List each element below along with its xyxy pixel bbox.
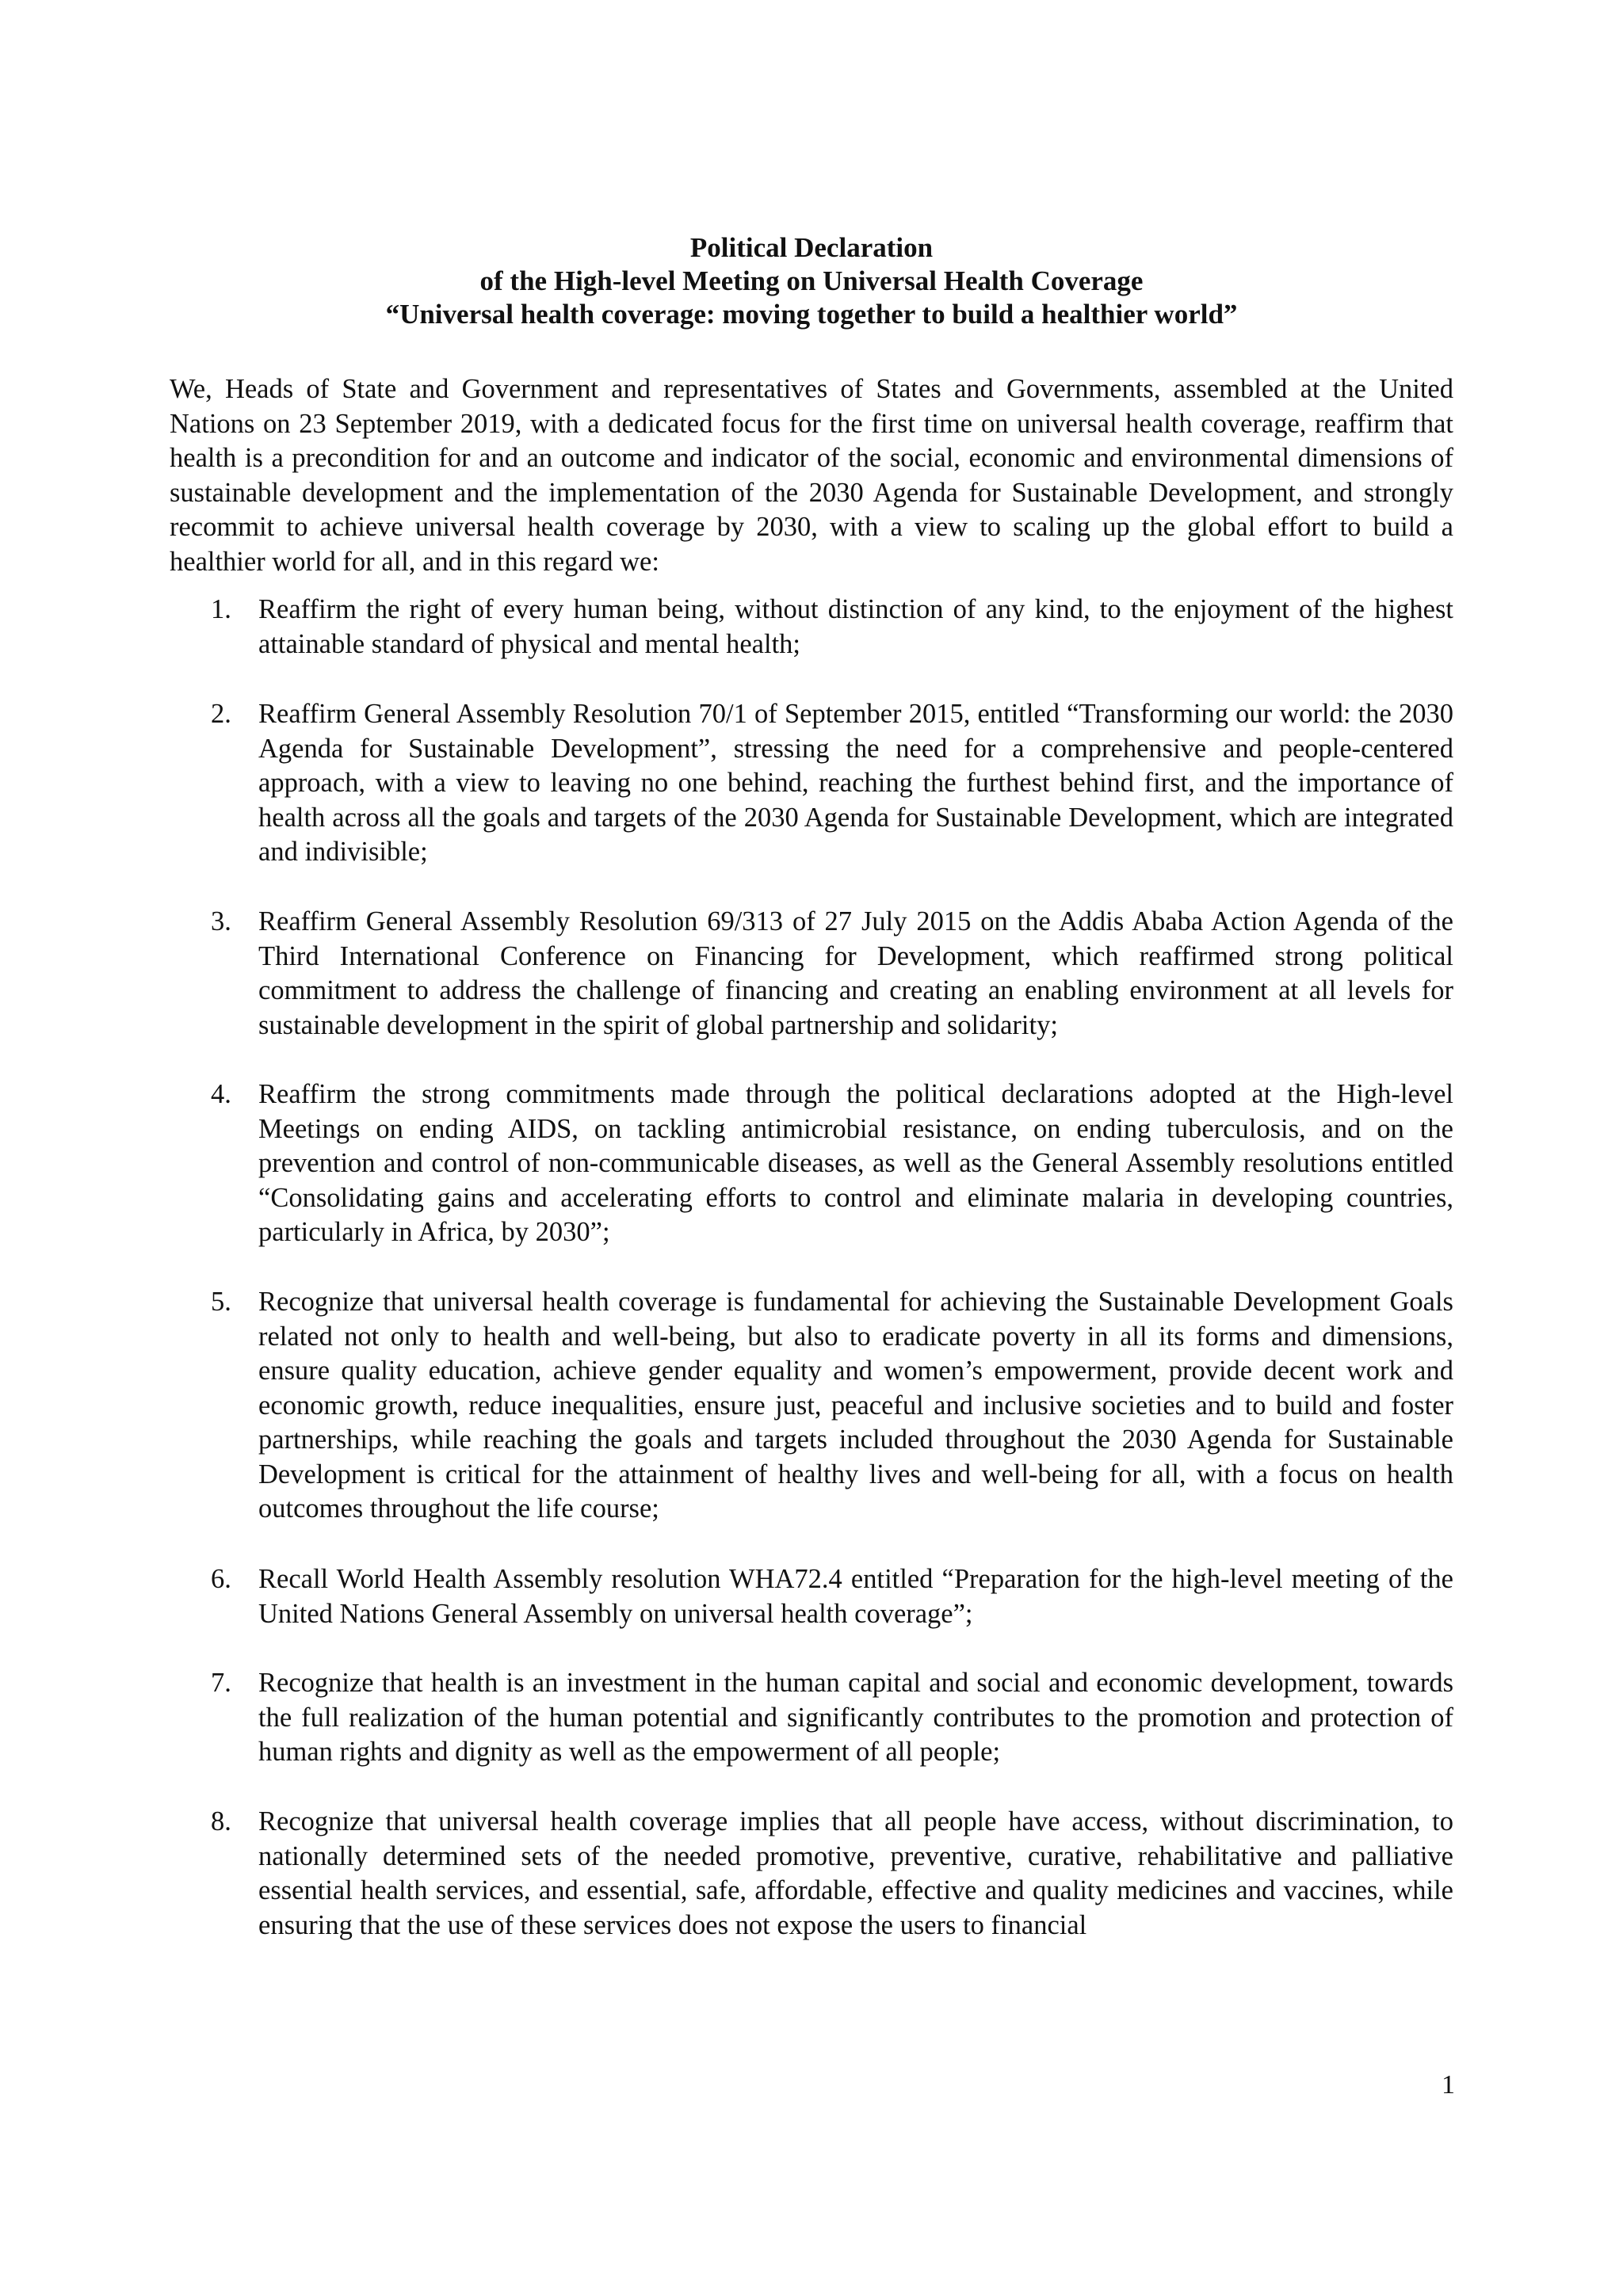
item-number: 4.	[211, 1079, 231, 1109]
declaration-title	[166, 231, 1457, 331]
intro-paragraph: We, Heads of State and Government and representatives of States and Governments, assembled at the United Nations on 23 September 2019, with a dedicated focus for the first time on universal health coverage, reaffirm that health is a precondition for and an outcome and indicator of the social, economic and environmental dimensions of sustainable development and the implementation of the 2030 Agenda for Sustainable Development, and strongly recommit to achieve universal health coverage by 2030, with a view to scaling up the global effort to build a healthier world for all, and in this regard we:	[170, 374, 1453, 577]
item-text: Reaffirm General Assembly Resolution 69/313 of 27 July 2015 on the Addis Ababa Action Agenda of the Third International Conference on Financing for Development, which reaffirmed strong political commitment to address the challenge of financing and creating an enabling environment at all levels for sustainable development in the spirit of global partnership and solidarity;	[258, 906, 1453, 1040]
list-item	[170, 1285, 1453, 1527]
item-number: 1.	[211, 594, 231, 624]
list-item	[170, 593, 1453, 662]
title-line-1: Political Declaration	[689, 232, 934, 263]
list-item	[170, 1666, 1453, 1770]
page-number: 1	[1442, 2070, 1455, 2100]
item-text: Recognize that health is an investment in the human capital and social and economic development, towards the full realization of the human potential and significantly contributes to the promotion and protection of human rights and dignity as well as the empowerment of all people;	[258, 1668, 1453, 1767]
list-item	[170, 1805, 1453, 1943]
item-number: 6.	[211, 1564, 231, 1594]
item-text: Reaffirm General Assembly Resolution 70/1 of September 2015, entitled “Transforming our world: the 2030 Agenda for Sustainable Development”, stressing the need for a comprehensive and people-centered approach, with a view to leaving no one behind, reaching the furthest behind first, and the importance of health across all the goals and targets of the 2030 Agenda for Sustainable Development, which are integrated and indivisible;	[258, 699, 1453, 867]
list-item	[170, 697, 1453, 870]
item-number: 5.	[211, 1287, 231, 1317]
item-text: Reaffirm the strong commitments made through the political declarations adopted at the High-level Meetings on ending AIDS, on tackling antimicrobial resistance, on ending tuberculosis, and on the prevention and control of non-communicable diseases, as well as the General Assembly resolutions entitled “Consolidating gains and accelerating efforts to control and eliminate malaria in developing countries, particularly in Africa, by 2030”;	[258, 1079, 1453, 1247]
title-line-2: of the High-level Meeting on Universal Health Coverage	[479, 265, 1144, 296]
title-line-3: “Universal health coverage: moving together to build a healthier world”	[385, 299, 1238, 330]
list-item	[170, 905, 1453, 1043]
item-number: 8.	[211, 1806, 231, 1836]
item-text: Recall World Health Assembly resolution WHA72.4 entitled “Preparation for the high-level meeting of the United Nations General Assembly on universal health coverage”;	[258, 1564, 1453, 1629]
item-text: Recognize that universal health coverage is fundamental for achieving the Sustainable Development Goals related not only to health and well-being, but also to eradicate poverty in all its forms and dimensions, ensure quality education, achieve gender equality and women’s empowerment, provide decent work and economic growth, reduce inequalities, ensure just, peaceful and inclusive societies and to build and foster partnerships, while reaching the goals and targets included throughout the 2030 Agenda for Sustainable Development is critical for the attainment of healthy lives and well-being for all, with a focus on health outcomes throughout the life course;	[258, 1287, 1453, 1524]
item-number: 3.	[211, 906, 231, 936]
list-item	[170, 1077, 1453, 1250]
item-text: Recognize that universal health coverage implies that all people have access, without discrimination, to nationally determined sets of the needed promotive, preventive, curative, rehabilitative and palliative essential health services, and essential, safe, affordable, effective and quality medicines and vaccines, while ensuring that the use of these services does not expose the users to financial	[258, 1806, 1453, 1940]
item-text: Reaffirm the right of every human being, without distinction of any kind, to the enjoyment of the highest attainable standard of physical and mental health;	[258, 594, 1453, 659]
item-number: 2.	[211, 699, 231, 729]
list-item	[170, 1562, 1453, 1631]
item-number: 7.	[211, 1668, 231, 1698]
